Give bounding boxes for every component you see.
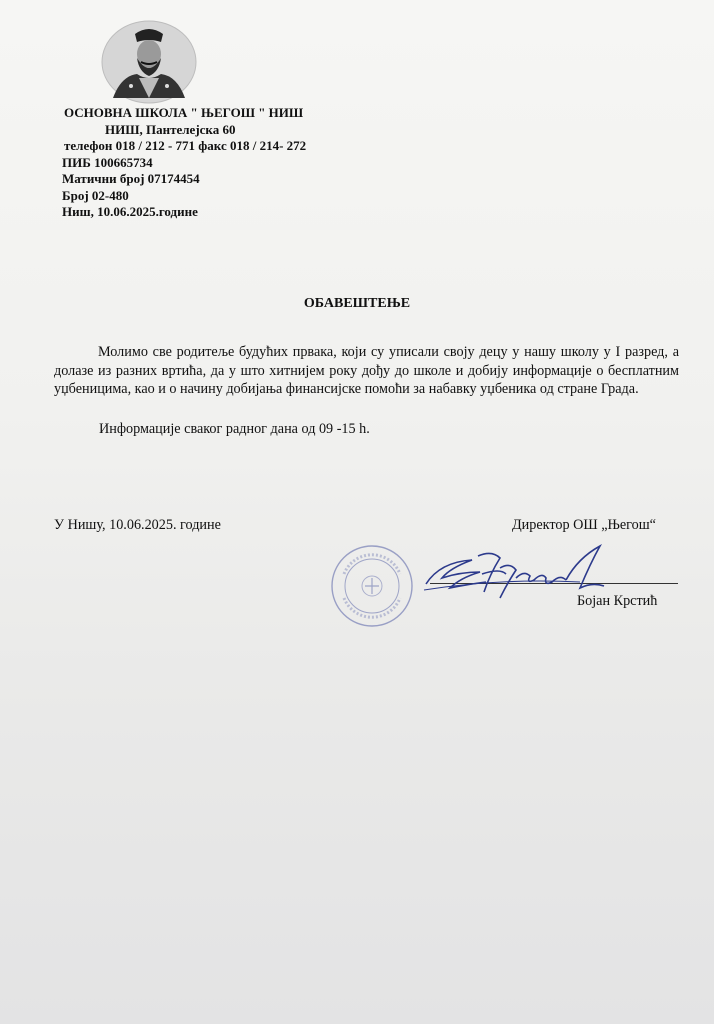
notice-paragraph: Молимо све родитеље будућих првака, који су уписали своју децу у нашу школу у I разред, а долазе из разних вртића, да у што хитнијем року дођу до школе и добију информације о бесплатним уџбеницима, као и о начину добијања финансијске помоћи за набавку уџбеника од стране Града. [54,344,679,397]
phone-fax: телефон 018 / 212 - 771 факс 018 / 214- 272 [64,138,307,153]
registry-number: Матични број 07174454 [62,171,200,186]
school-name: ОСНОВНА ШКОЛА " ЊЕГОШ " НИШ [64,105,304,120]
office-hours: Информације сваког радног дана од 09 -15 h. [99,421,370,437]
director-name: Бојан Крстић [577,593,658,609]
document-number: Број 02-480 [62,188,129,203]
school-emblem-portrait [101,20,197,104]
school-address: НИШ, Пантелејска 60 [105,122,236,137]
pib-number: ПИБ 100665734 [62,155,153,170]
header-place-date: Ниш, 10.06.2025.године [62,204,198,219]
official-stamp [330,544,414,628]
director-title: Директор ОШ „Његош“ [512,517,656,533]
footer-place-date: У Нишу, 10.06.2025. године [54,517,221,533]
notice-title: ОБАВЕШТЕЊЕ [303,296,411,311]
